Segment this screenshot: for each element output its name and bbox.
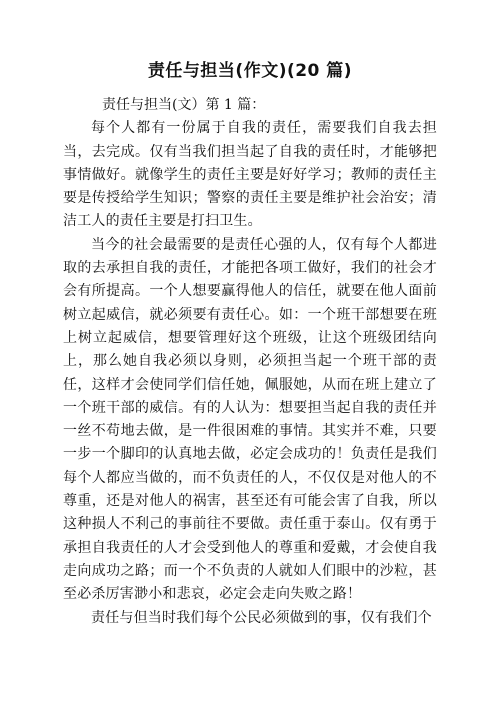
paragraph-3: 责任与但当时我们每个公民必须做到的事，仅有我们个 [91, 609, 432, 626]
section-heading: 责任与担当(文）第 1 篇： [102, 97, 266, 113]
paragraph-2: 当今的社会最需要的是责任心强的人，仅有每个人都进取的去承担自我的责任，才能把各项工做好，我们的社会才会有所提高。一个人想要赢得他人的信任，就要在他人面前树立起威信，就必须要有责任心。如：一个班干部想要在班上树立起威信，想要管理好这个班级，让这个班级团结向上，那么她自我必须以身则，必须担当起一个班干部的责任，这样才会使同学们信任她，佩服她，从而在班上建立了一个班干部的威信。有的人认为：想要担当起自我的责任并一丝不苟地去做，是一件很困难的事情。其实并不难，只要一步一个脚印的认真地去做，必定会成功的！负责任是我们每个人都应当做的，而不负责任的人，不仅仅是对他人的不尊重，还是对他人的祸害，甚至还有可能会害了自我，所以这种损人不利己的事前往不要做。责任重于泰山。仅有勇于承担自我责任的人才会受到他人的尊重和爱戴，才会使自我走向成功之路；而一个不负责的人就如人们眼中的沙粒，甚至必杀厉害渺小和悲哀，必定会走向失败之路！ [63, 236, 437, 603]
document-title: 责任与担当(作文)(20 篇) [147, 61, 353, 81]
paragraph-1: 每个人都有一份属于自我的责任，需要我们自我去担当，去完成。仅有当我们担当起了自我的责任时，才能够把事情做好。就像学生的责任主要是好好学习；教师的责任主要是传授给学生知识；警察的责任主要是维护社会治安；清洁工人的责任主要是打扫卫生。 [63, 120, 437, 230]
